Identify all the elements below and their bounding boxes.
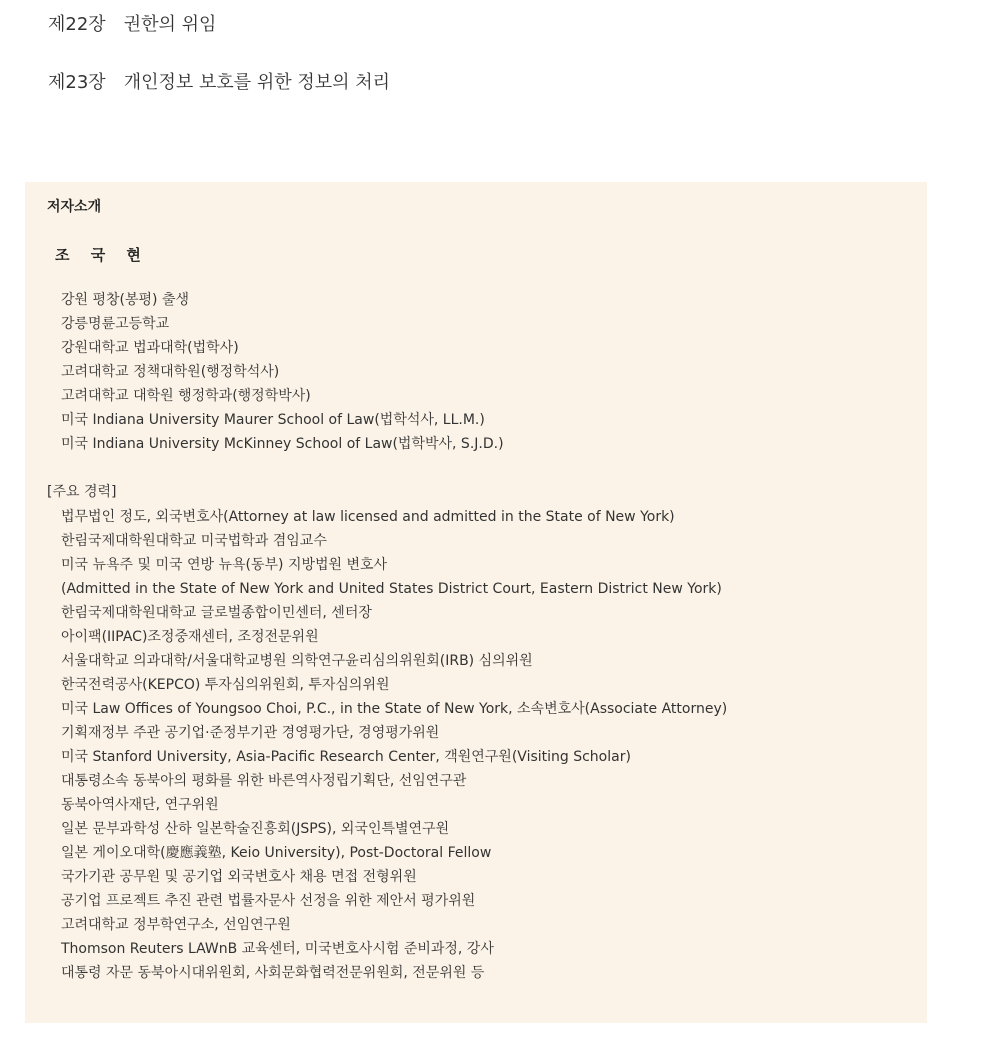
career-item: 아이팩(IIPAC)조정중재센터, 조정전문위원	[61, 629, 319, 645]
career-item: (Admitted in the State of New York and United States District Court, Eastern District New York)	[61, 581, 722, 597]
career-item: 대통령 자문 동북아시대위원회, 사회문화협력전문위원회, 전문위원 등	[61, 965, 485, 981]
career-item: Thomson Reuters LAWnB 교육센터, 미국변호사시험 준비과정, 강사	[61, 941, 494, 957]
education-item: 고려대학교 정책대학원(행정학석사)	[61, 364, 280, 380]
chapter-title: 권한의 위임	[123, 14, 217, 35]
career-item: 미국 뉴욕주 및 미국 연방 뉴욕(동부) 지방법원 변호사	[61, 557, 388, 573]
career-item: 일본 문부과학성 산하 일본학술진흥회(JSPS), 외국인특별연구원	[61, 821, 450, 837]
career-item: 공기업 프로젝트 추진 관련 법률자문사 선정을 위한 제안서 평가위원	[61, 893, 476, 909]
career-item: 대통령소속 동북아의 평화를 위한 바른역사정립기획단, 선임연구관	[61, 773, 467, 789]
career-item: 미국 Stanford University, Asia-Pacific Research Center, 객원연구원(Visiting Scholar)	[61, 749, 631, 765]
education-item: 강원대학교 법과대학(법학사)	[61, 340, 239, 356]
career-item: 한림국제대학원대학교 글로벌종합이민센터, 센터장	[61, 605, 372, 621]
author-name: 조 국 현	[55, 246, 149, 264]
chapter-number: 제22장	[48, 14, 106, 35]
career-item: 동북아역사재단, 연구위원	[61, 797, 219, 813]
career-item: 일본 게이오대학(慶應義塾, Keio University), Post-Doctoral Fellow	[61, 845, 492, 861]
education-item: 강릉명륜고등학교	[61, 316, 170, 332]
chapter-title: 개인정보 보호를 위한 정보의 처리	[123, 72, 391, 93]
education-item: 미국 Indiana University McKinney School of Law(법학박사, S.J.D.)	[61, 436, 504, 452]
career-item: 법무법인 정도, 외국변호사(Attorney at law licensed and admitted in the State of New York)	[61, 509, 675, 525]
chapter-22-heading	[48, 10, 216, 36]
career-item: 서울대학교 의과대학/서울대학교병원 의학연구윤리심의위원회(IRB) 심의위원	[61, 653, 533, 669]
career-item: 고려대학교 정부학연구소, 선임연구원	[61, 917, 291, 933]
education-item: 고려대학교 대학원 행정학과(행정학박사)	[61, 388, 311, 404]
career-item: 한림국제대학원대학교 미국법학과 겸임교수	[61, 533, 327, 549]
career-item: 한국전력공사(KEPCO) 투자심의위원회, 투자심의위원	[61, 677, 390, 693]
author-introduction-box	[25, 182, 927, 1023]
career-item: 국가기관 공무원 및 공기업 외국변호사 채용 면접 전형위원	[61, 869, 417, 885]
career-item: 미국 Law Offices of Youngsoo Choi, P.C., in the State of New York, 소속변호사(Associate Attorney)	[61, 701, 728, 717]
career-heading: [주요 경력]	[47, 484, 117, 500]
education-item: 강원 평창(봉평) 출생	[61, 292, 190, 308]
education-item: 미국 Indiana University Maurer School of Law(법학석사, LL.M.)	[61, 412, 485, 428]
chapter-23-heading	[48, 68, 390, 94]
chapter-number: 제23장	[48, 72, 106, 93]
author-box-title: 저자소개	[47, 199, 102, 215]
career-item: 기획재정부 주관 공기업·준정부기관 경영평가단, 경영평가위원	[61, 725, 440, 741]
